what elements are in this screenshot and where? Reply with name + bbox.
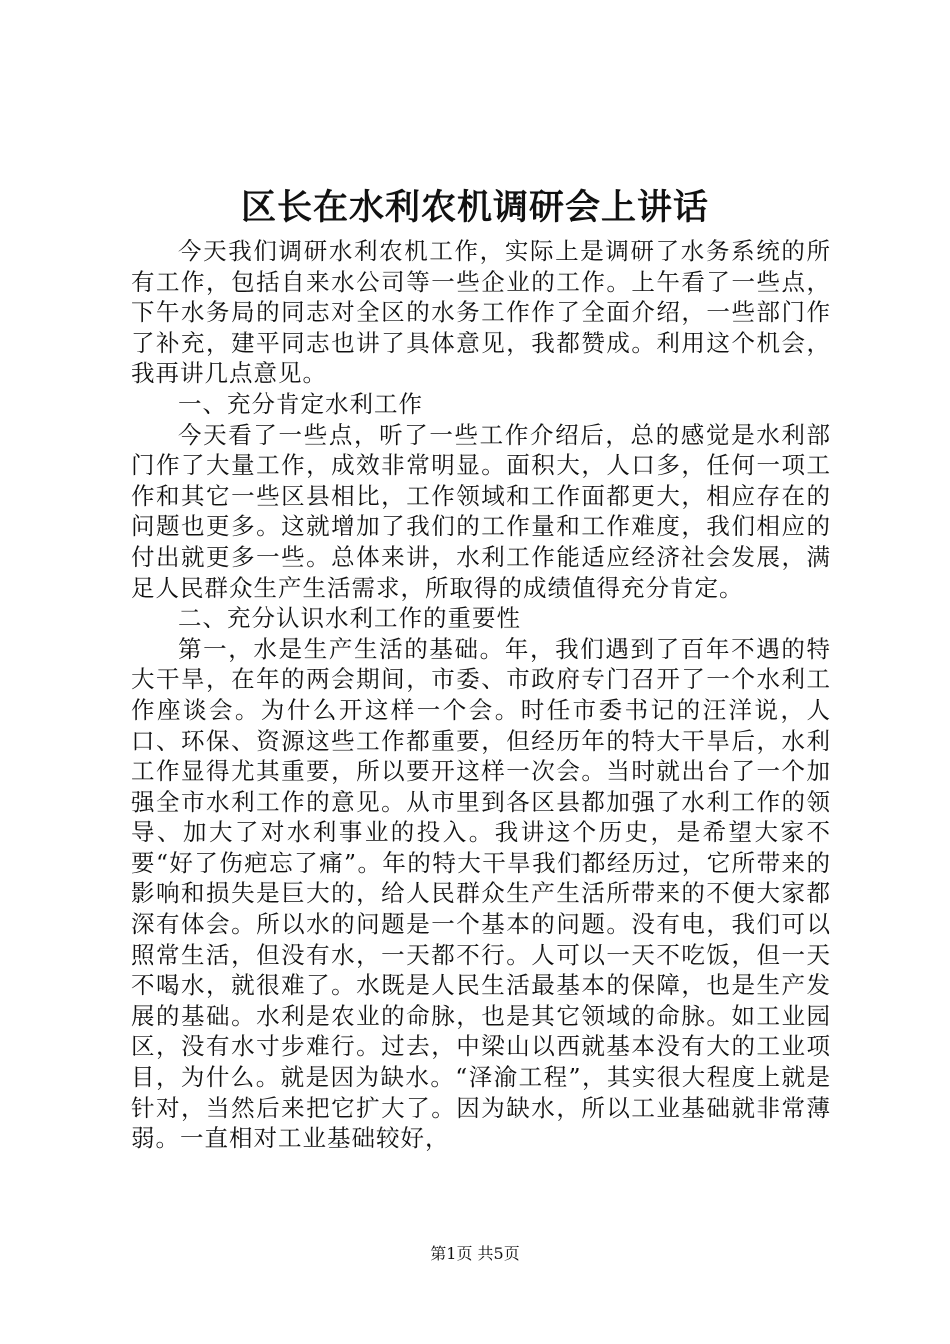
paragraph-section-1: 今天看了一些点，听了一些工作介绍后，总的感觉是水利部门作了大量工作，成效非常明显。面积大，人口多，任何一项工作和其它一些区县相比，工作领域和工作面都更大，相应存在的问题也更多。这就增加了我们的工作量和工作难度，我们相应的付出就更多一些。总体来讲，水利工作能适应经济社会发展，满足人民群众生产生活需求，所取得的成绩值得充分肯定。: [131, 420, 831, 602]
section-heading-2: 二、充分认识水利工作的重要性: [178, 604, 521, 633]
section-heading-1: 一、充分肯定水利工作: [178, 389, 423, 418]
document-body: [131, 236, 831, 1154]
paragraph-intro: 今天我们调研水利农机工作，实际上是调研了水务系统的所有工作，包括自来水公司等一些企业的工作。上午看了一些点，下午水务局的同志对全区的水务工作作了全面介绍，一些部门作了补充，建平同志也讲了具体意见，我都赞成。利用这个机会，我再讲几点意见。: [131, 237, 831, 388]
paragraph-section-2: 第一，水是生产生活的基础。年，我们遇到了百年不遇的特大干旱，在年的两会期间，市委、市政府专门召开了一个水利工作座谈会。为什么开这样一个会。时任市委书记的汪洋说，人口、环保、资源这些工作都重要，但经历年的特大干旱后，水利工作显得尤其重要，所以要开这样一次会。当时就出台了一个加强全市水利工作的意见。从市里到各区县都加强了水利工作的领导、加大了对水利事业的投入。我讲这个历史，是希望大家不要“好了伤疤忘了痛”。年的特大干旱我们都经历过，它所带来的影响和损失是巨大的，给人民群众生产生活所带来的不便大家都深有体会。所以水的问题是一个基本的问题。没有电，我们可以照常生活，但没有水，一天都不行。人可以一天不吃饭，但一天不喝水，就很难了。水既是人民生活最基本的保障，也是生产发展的基础。水利是农业的命脉，也是其它领域的命脉。如工业园区，没有水寸步难行。过去，中梁山以西就基本没有大的工业项目，为什么。就是因为缺水。“泽渝工程”，其实很大程度上就是针对，当然后来把它扩大了。因为缺水，所以工业基础就非常薄弱。一直相对工业基础较好，: [131, 634, 831, 1153]
page-number-footer: 第1页 共5页: [430, 1244, 520, 1263]
document-title: 区长在水利农机调研会上讲话: [240, 187, 709, 228]
